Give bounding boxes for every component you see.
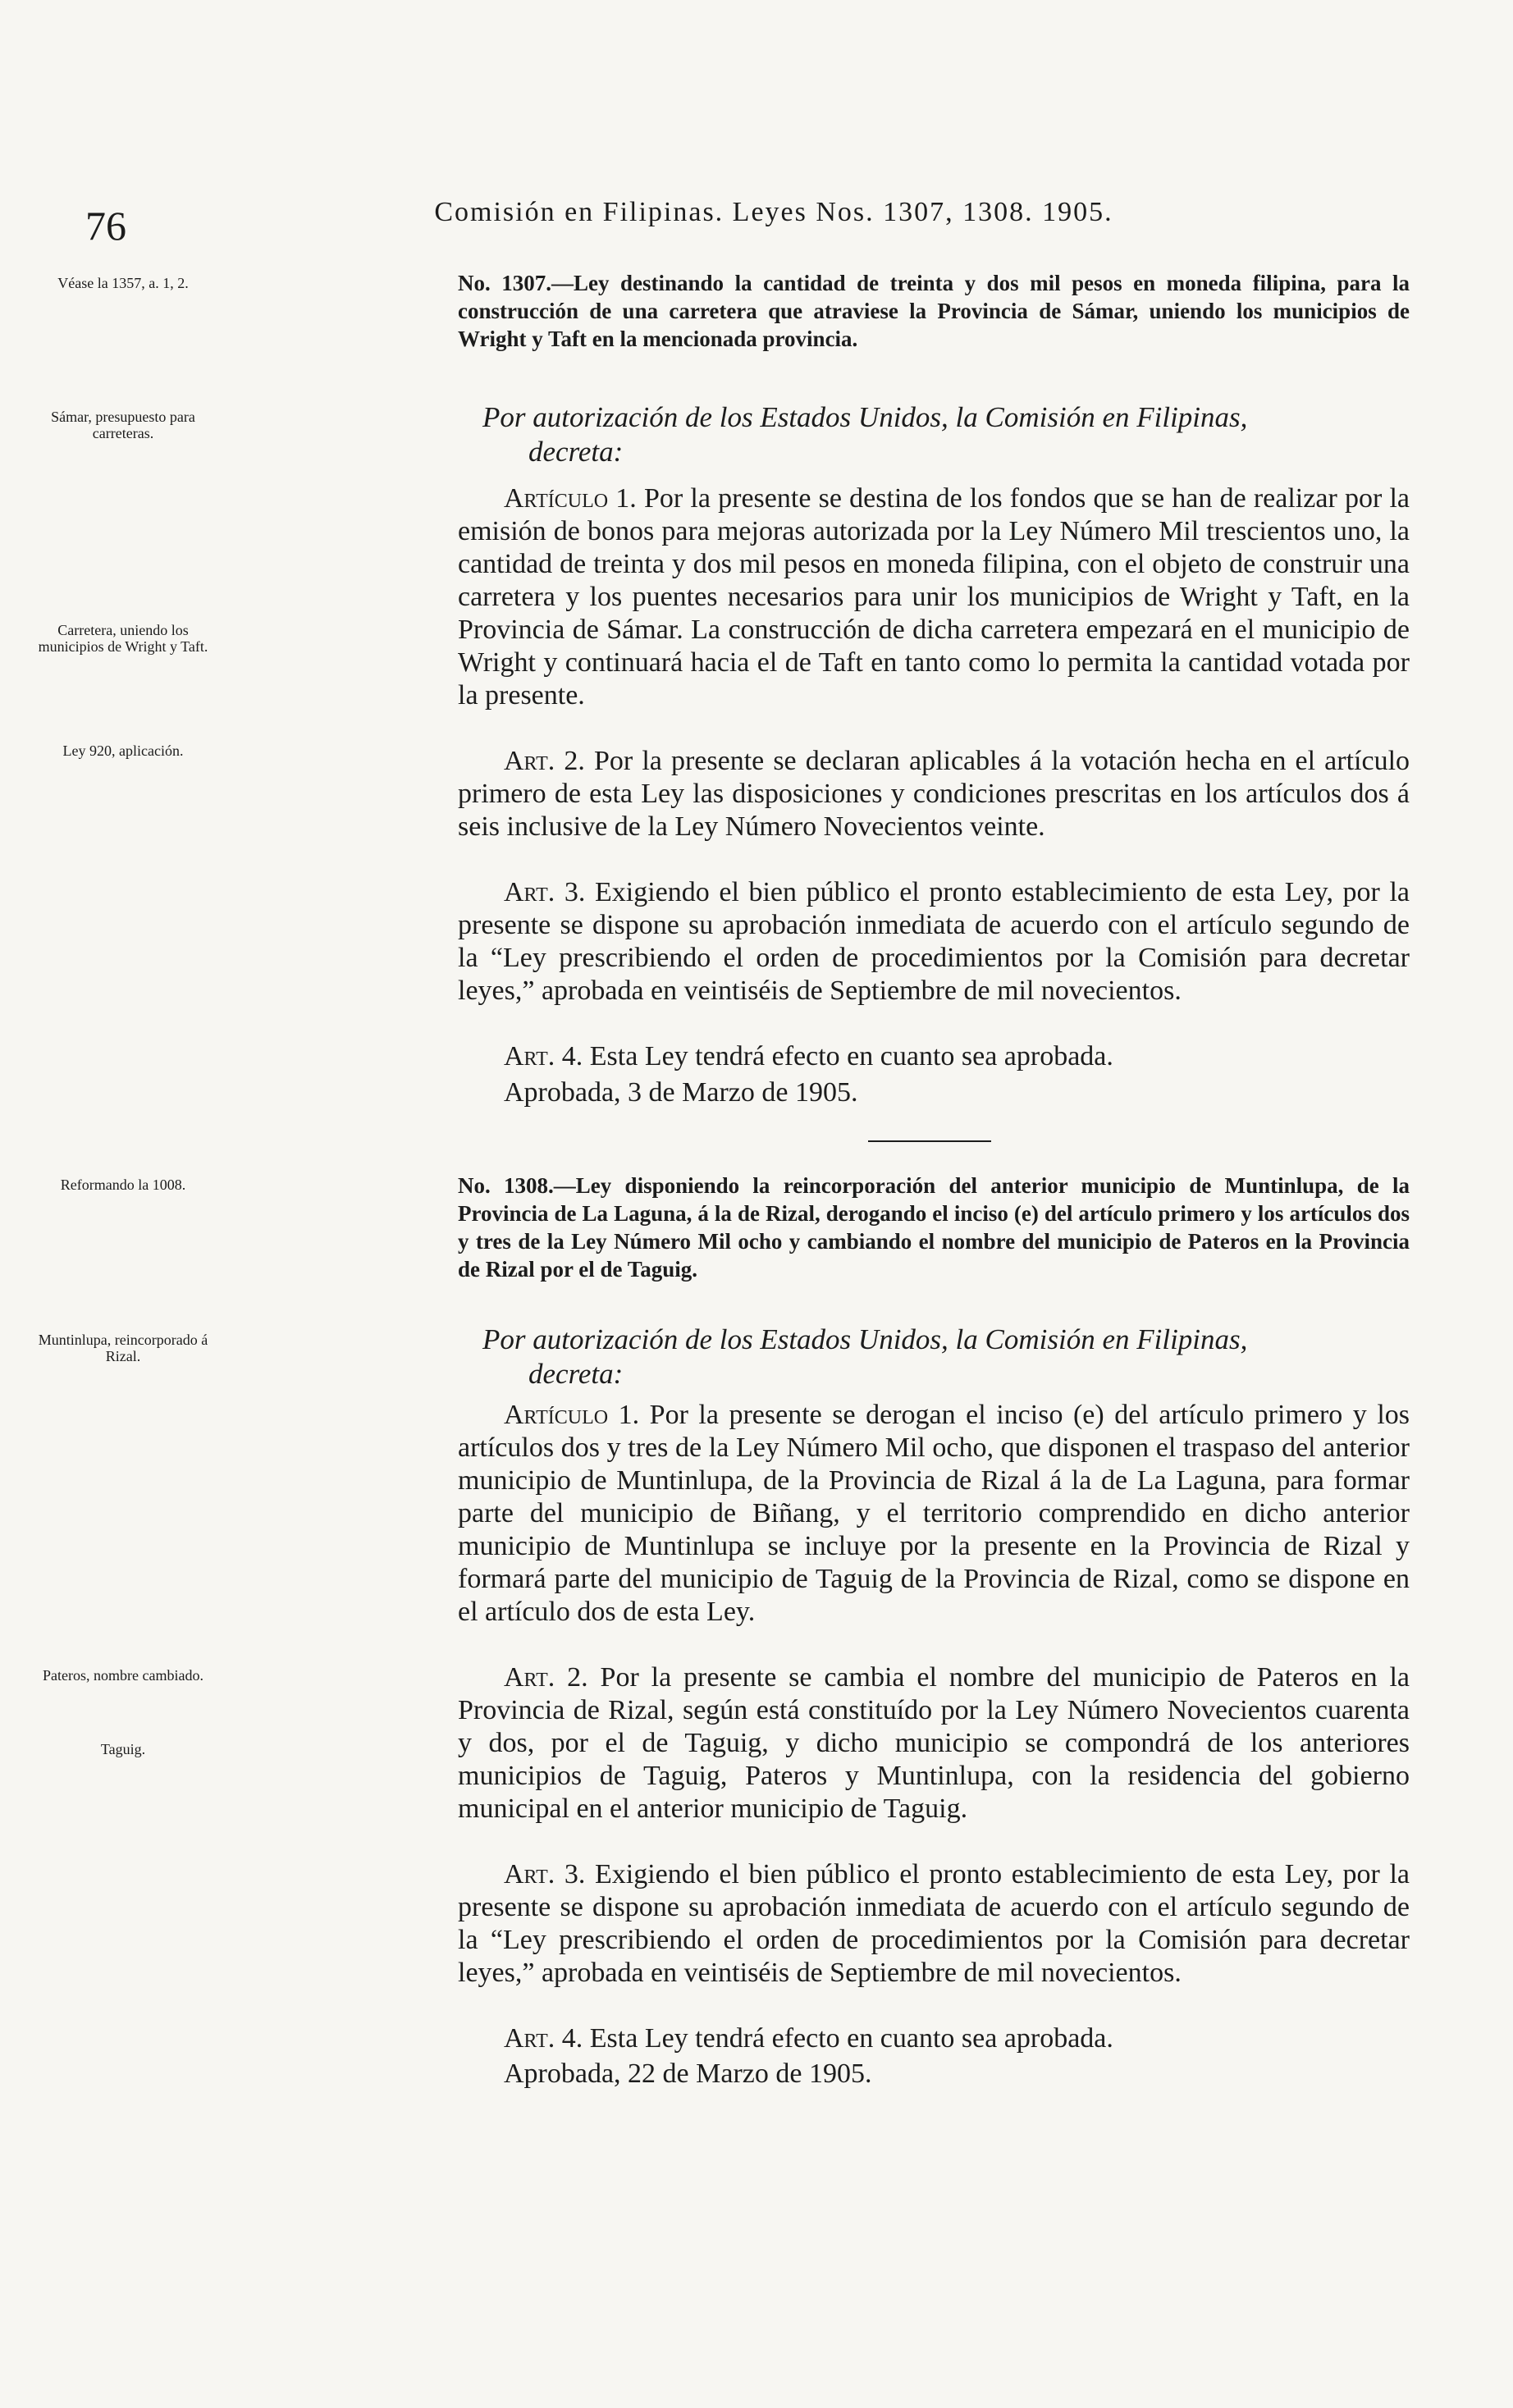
article-label: Art. 4. [504, 2023, 583, 2054]
law-1307-approved: Aprobada, 3 de Marzo de 1905. [504, 1077, 858, 1108]
law-1307-article-2 [458, 745, 1410, 843]
article-label: Art. 2. [504, 746, 585, 776]
article-text: Por la presente se declaran aplicables á la votación hecha en el artículo primero de esta Ley las disposiciones y condiciones prescritas en los artículos dos á seis inclusive de la Ley Número Novecientos veinte. [458, 746, 1410, 842]
article-text: Exigiendo el bien público el pronto establecimiento de esta Ley, por la presente se dispone su aprobación inmediata de acuerdo con el artículo segundo de la “Ley prescribiendo el orden de procedimientos por la Comisión para decretar leyes,” aprobada en veintiséis de Septiembre de mil novecientos. [458, 1859, 1410, 1988]
margin-note-ley-920: Ley 920, aplicación. [62, 743, 184, 759]
margin-note-taguig: Taguig. [100, 1741, 146, 1757]
margin-note-pateros: Pateros, nombre cambiado. [43, 1667, 203, 1684]
article-text: Esta Ley tendrá efecto en cuanto sea aprobada. [589, 2023, 1113, 2054]
page-number: 76 [85, 203, 126, 249]
law-1308-title: No. 1308.—Ley disponiendo la reincorporación del anterior municipio de Muntinlupa, de la Provincia de La Laguna, á la de Rizal, derogando el inciso (e) del artículo primero y los artículos dos y tres de la Ley Número Mil ocho y cambiando el nombre del municipio de Pateros en la Provincia de Rizal por el de Taguig. [458, 1173, 1410, 1282]
article-text: Exigiendo el bien público el pronto establecimiento de esta Ley, por la presente se dispone su aprobación inmediata de acuerdo con el artículo segundo de la “Ley prescribiendo el orden de procedimientos por la Comisión para decretar leyes,” aprobada en veintiséis de Septiembre de mil novecientos. [458, 877, 1410, 1006]
law-1308-article-2 [458, 1661, 1410, 1825]
article-text: Por la presente se destina de los fondos que se han de realizar por la emisión de bonos para mejoras autorizada por la Ley Número Mil trescientos uno, la cantidad de treinta y dos mil pesos en moneda filipina, con el objeto de construir una carretera y los puentes necesarios para unir los municipios de Wright y Taft, en la Provincia de Sámar. La construcción de dicha carretera empezará en el municipio de Wright y continuará hacia el de Taft en tanto como lo permita la cantidad votada por la presente. [458, 483, 1410, 711]
article-text: Esta Ley tendrá efecto en cuanto sea aprobada. [589, 1041, 1113, 1071]
law-1307-enacting-clause [482, 400, 1410, 469]
margin-note-samar: Sámar, presupuesto para carreteras. [51, 409, 195, 441]
margin-note-muntinlupa: Muntinlupa, reincorporado á Rizal. [38, 1332, 208, 1364]
article-text: Por la presente se derogan el inciso (e) del artículo primero y los artículos dos y tres de la Ley Número Mil ocho, que disponen el traspaso del anterior municipio de Muntinlupa, de la Provincia de Rizal á la de La Laguna, para formar parte del municipio de Biñang, y el territorio comprendido en dicho anterior municipio de Muntinlupa se incluye por la presente en la Provincia de Rizal y formará parte del municipio de Taguig de la Provincia de Rizal, como se dispone en el artículo dos de esta Ley. [458, 1400, 1410, 1627]
law-1307-title: No. 1307.—Ley destinando la cantidad de treinta y dos mil pesos en moneda filipina, para la construcción de una carretera que atraviese la Provincia de Sámar, uniendo los municipios de Wright y Taft en la mencionada provincia. [458, 271, 1410, 351]
article-label: Artículo 1. [504, 1400, 640, 1430]
margin-note-reformando: Reformando la 1008. [60, 1177, 186, 1193]
article-label: Artículo 1. [504, 483, 637, 514]
law-1308-article-1 [458, 1399, 1410, 1629]
section-divider [868, 1140, 991, 1142]
law-1307-article-4 [458, 1040, 1410, 1073]
law-1308-enacting-text: Por autorización de los Estados Unidos, la Comisión en Filipinas, [482, 1323, 1248, 1355]
law-1308-approved: Aprobada, 22 de Marzo de 1905. [504, 2058, 872, 2089]
law-1308-decreta: decreta: [528, 1358, 624, 1390]
article-label: Art. 3. [504, 877, 586, 907]
law-1308-enacting-clause [482, 1323, 1410, 1391]
article-text: Por la presente se cambia el nombre del municipio de Pateros en la Provincia de Rizal, según está constituído por la Ley Número Novecientos cuarenta y dos, por el de Taguig, y dicho municipio se compondrá de los anteriores municipios de Taguig, Pateros y Muntinlupa, con la residencia del gobierno municipal en el anterior municipio de Taguig. [458, 1662, 1410, 1824]
law-1307-decreta: decreta: [528, 436, 624, 468]
article-label: Art. 2. [504, 1662, 588, 1693]
law-1307-article-3 [458, 876, 1410, 1008]
running-title: Comisión en Filipinas. Leyes Nos. 1307, 1308. 1905. [434, 197, 1113, 227]
article-label: Art. 4. [504, 1041, 583, 1071]
law-1307-enacting-text: Por autorización de los Estados Unidos, la Comisión en Filipinas, [482, 401, 1248, 433]
law-1307-article-1 [458, 482, 1410, 712]
cross-reference-note: Véase la 1357, a. 1, 2. [57, 275, 189, 291]
article-label: Art. 3. [504, 1859, 586, 1889]
law-1308-article-4 [458, 2022, 1410, 2055]
law-1308-article-3 [458, 1858, 1410, 1990]
margin-note-carretera: Carretera, uniendo los municipios de Wright y Taft. [38, 622, 208, 655]
